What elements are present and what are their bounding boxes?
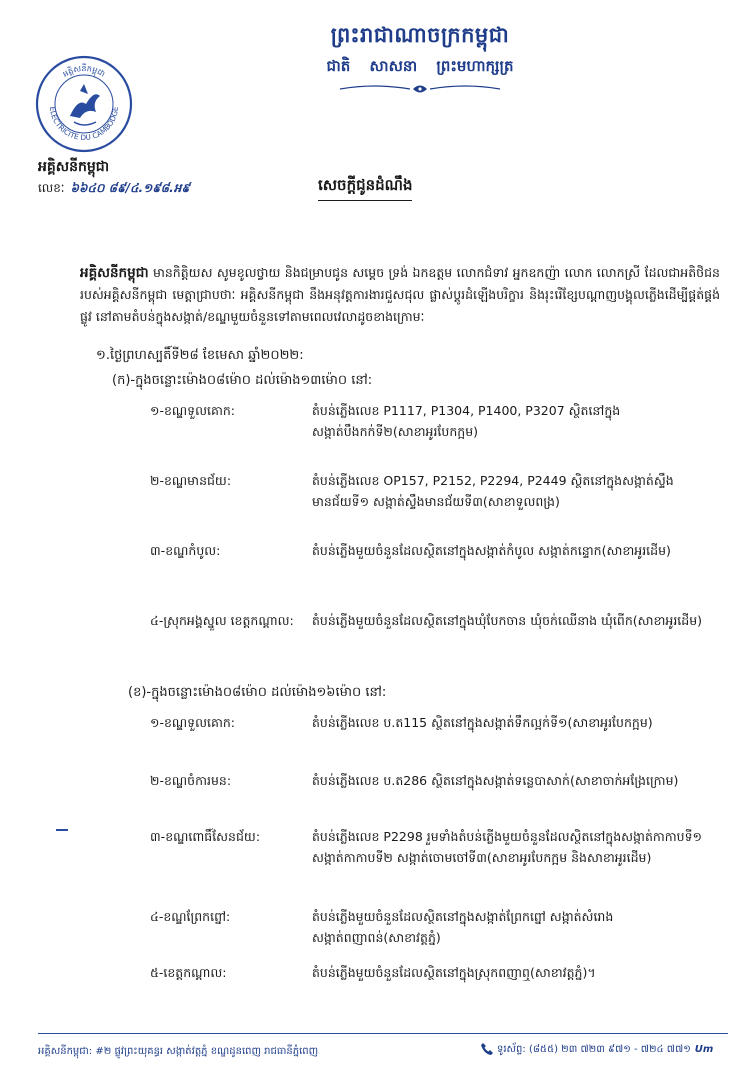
area-name: ៤-ស្រុកអង្គស្នួល ខេត្តកណ្តាល:	[150, 613, 294, 628]
area-description: តំបន់ភ្លើងមួយចំនួនដែលស្ថិតនៅក្នុងសង្កាត់ព្រែកព្នៅ សង្កាត់សំរោង សង្កាត់ពញាពន់(សាខាវត្តភ្នំ)	[312, 909, 614, 945]
logo-khmer-text: អគ្គិសនីកម្ពុជា	[61, 64, 107, 79]
intro-org-name: អគ្គិសនីកម្ពុជា	[80, 265, 149, 281]
intro-paragraph	[80, 262, 720, 328]
area-name: ៤-ខណ្ឌព្រែកព្នៅ:	[150, 909, 231, 924]
phone-number: ទូរស័ព្ទ: (៨៥៥) ២៣ ៧២៣ ៩៧១ - ៧២៤ ៧៧១	[497, 1044, 691, 1055]
org-name: អគ្គិសនីកម្ពុជា	[38, 159, 110, 175]
ornament-divider-icon	[335, 81, 505, 97]
signature-mark: Um	[694, 1044, 714, 1055]
kingdom-header	[250, 22, 590, 97]
area-name: ៣-ខណ្ឌកំបូល:	[150, 543, 221, 558]
area-name: ១-ខណ្ឌទួលគោក:	[150, 715, 236, 730]
area-name: ៥-ខេត្តកណ្តាល:	[150, 965, 227, 980]
edc-logo-icon	[34, 54, 134, 154]
kingdom-title: ព្រះរាជាណាចក្រកម្ពុជា	[330, 22, 510, 47]
margin-mark	[56, 829, 68, 831]
area-description: តំបន់ភ្លើងមួយចំនួនដែលស្ថិតនៅក្នុងស្រុកពញាឮ(សាខាវត្តភ្នំ)។	[312, 965, 596, 980]
time-window-a: (ក)-ក្នុងចន្លោះម៉ោង០៨ម៉ោ០ ដល់ម៉ោង១៣ម៉ោ០ នៅ:	[112, 373, 373, 388]
ref-value: ៦៦៤០ ៨៩/៤.១៩៨.អ៩	[70, 181, 190, 195]
phone-icon	[480, 1042, 494, 1056]
area-name: ៣-ខណ្ឌពោធិ៍សែនជ័យ:	[150, 829, 261, 844]
area-description: តំបន់ភ្លើងលេខ OP157, P2152, P2294, P2449 ស្ថិតនៅក្នុងសង្កាត់ស្ទឹងមានជ័យទី១ សង្កាត់ស្ទឹងមានជ័យទី៣(សាខាទួលពង្រ)	[312, 473, 674, 509]
time-window-b: (ខ)-ក្នុងចន្លោះម៉ោង០៨ម៉ោ០ ដល់ម៉ោង១៦ម៉ោ០ នៅ:	[128, 685, 387, 700]
area-description: តំបន់ភ្លើងលេខ P1117, P1304, P1400, P3207 ស្ថិតនៅក្នុងសង្កាត់បឹងកក់ទី២(សាខាអូរបែកក្អម)	[312, 403, 621, 439]
footer-address: អគ្គិសនីកម្ពុជា: #២ ផ្លូវព្រះយុគន្ធរ សង្កាត់វត្តភ្នំ ខណ្ឌដូនពេញ រាជធានីភ្នំពេញ	[38, 1046, 319, 1057]
footer-phone	[480, 1042, 713, 1057]
reference-number	[38, 180, 190, 198]
footer-divider	[38, 1033, 728, 1034]
svg-text:អគ្គិសនីកម្ពុជា	[61, 63, 106, 79]
area-description: តំបន់ភ្លើងលេខ ប.ត286 ស្ថិតនៅក្នុងសង្កាត់ទន្លេបាសាក់(សាខាចាក់អង្រែក្រោម)	[312, 773, 679, 788]
area-description: តំបន់ភ្លើងមួយចំនួនដែលស្ថិតនៅក្នុងឃុំបែកចាន ឃុំចក់ឈើនាង ឃុំពើក(សាខាអូរដើម)	[312, 613, 703, 628]
national-motto: ជាតិ សាសនា ព្រះមហាក្សត្រ	[326, 57, 514, 75]
area-description: តំបន់ភ្លើងលេខ ប.ត115 ស្ថិតនៅក្នុងសង្កាត់ទឹកល្អក់ទី១(សាខាអូរបែកក្អម)	[312, 715, 653, 730]
document-title: សេចក្តីជូនដំណឹង	[318, 176, 412, 201]
area-description: តំបន់ភ្លើងមួយចំនួនដែលស្ថិតនៅក្នុងសង្កាត់កំបូល សង្កាត់កន្ទោក(សាខាអូរដើម)	[312, 543, 671, 558]
area-name: ១-ខណ្ឌទួលគោក:	[150, 403, 236, 418]
logo-french-text: ELECTRICITE DU CAMBODGE	[47, 106, 121, 143]
area-name: ២-ខណ្ឌមានជ័យ:	[150, 473, 232, 488]
ref-label: លេខៈ	[38, 181, 65, 195]
area-name: ២-ខណ្ឌចំការមន:	[150, 773, 232, 788]
intro-text: មានកិត្តិយស សូមខូលថ្វាយ និងជម្រាបជូន សម្តេច ទ្រង់ ឯកឧត្តម លោកជំទាវ អ្នកឧកញ៉ា លោក លោកស្រី ដែលជាអតិថិជនរបស់អគ្គិសនីកម្ពុជា មេត្តាជ្រាបថាៈ អគ្គិសនីកម្ពុជា នឹងអនុវត្តការងារជួសជុល ផ្លាស់ប្តូរដំឡើងបរិក្ខារ និងរុះរើខ្សែបណ្តាញបង្គុលភ្លើងដើម្បីផ្គត់ផ្គង់ផ្លូវ នៅតាមតំបន់ក្នុងសង្កាត់/ខណ្ឌមួយចំនួនទៅតាមពេលវេលាដូចខាងក្រោមៈ	[80, 265, 720, 324]
area-description: តំបន់ភ្លើងលេខ P2298 រួមទាំងតំបន់ភ្លើងមួយចំនួនដែលស្ថិតនៅក្នុងសង្កាត់កាកាបទី១ សង្កាត់កាកាបទី២ សង្កាត់ចោមចៅទី៣(សាខាអូរបែកក្អម និងសាខាអូរដើម)	[312, 829, 703, 865]
schedule-date: ១.ថ្ងៃព្រហស្បតិ៍ទី២៨ ខែមេសា ឆ្នាំ២០២២:	[96, 348, 304, 363]
